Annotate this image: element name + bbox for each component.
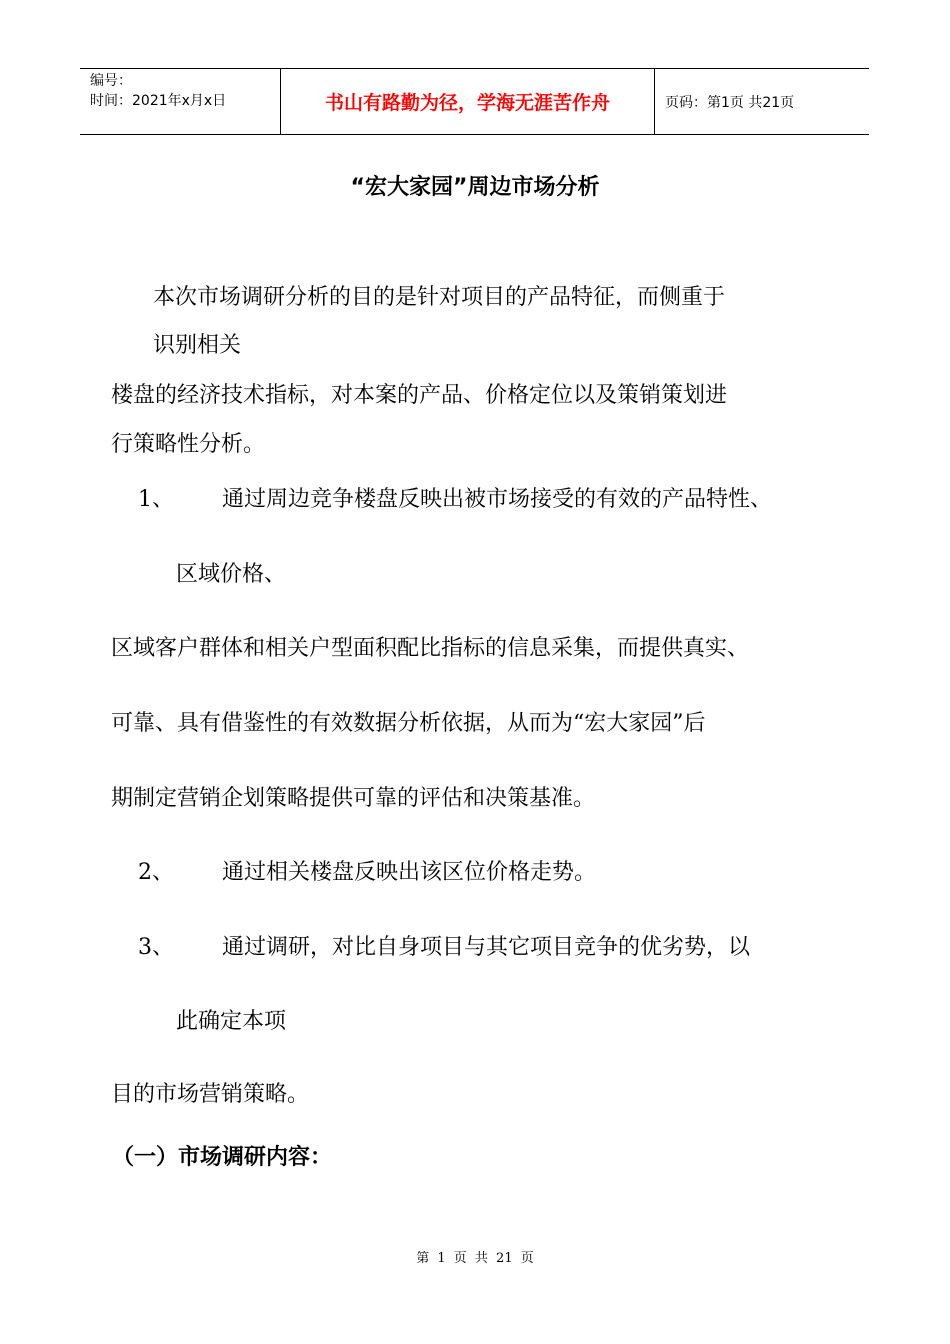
header-meta	[80, 69, 281, 134]
list-item-line: 通过调研，对比自身项目与其它项目竞争的优劣势，以	[222, 935, 751, 960]
list-item-line: 通过相关楼盘反映出该区位价格走势。	[222, 860, 597, 885]
document-title: “宏大家园”周边市场分析	[350, 175, 600, 200]
list-item-line: 期制定营销企划策略提供可靠的评估和决策基准。	[111, 786, 596, 811]
list-number: 1、	[138, 487, 174, 512]
paragraph-line: 识别相关	[153, 333, 242, 358]
page-header	[80, 68, 869, 135]
page-footer: 第 1 页 共 21 页	[416, 1251, 534, 1266]
paragraph-line: 本次市场调研分析的目的是针对项目的产品特征，而侧重于	[153, 285, 726, 310]
list-number: 3、	[138, 935, 174, 960]
list-item-line: 此确定本项	[176, 1009, 287, 1034]
list-item-line: 目的市场营销策略。	[111, 1082, 310, 1107]
header-page-label: 页码：第1页 共21页	[665, 94, 795, 111]
time-label: 时间：2021年x月x日	[90, 93, 227, 109]
paragraph-line: 行策略性分析。	[111, 432, 266, 457]
list-number: 2、	[138, 860, 174, 885]
list-item-line: 区域客户群体和相关户型面积配比指标的信息采集，而提供真实、	[111, 636, 750, 661]
number-label: 编号：	[90, 73, 132, 89]
list-item-line: 通过周边竞争楼盘反映出被市场接受的有效的产品特性、	[222, 487, 773, 512]
section-heading: （一）市场调研内容：	[112, 1145, 333, 1170]
paragraph-line: 楼盘的经济技术指标，对本案的产品、价格定位以及策销策划进	[111, 383, 728, 408]
list-item-line: 区域价格、	[176, 562, 287, 587]
list-item-line: 可靠、具有借鉴性的有效数据分析依据，从而为“宏大家园”后	[111, 711, 706, 736]
header-motto: 书山有路勤为径，学海无涯苦作舟	[281, 69, 655, 134]
